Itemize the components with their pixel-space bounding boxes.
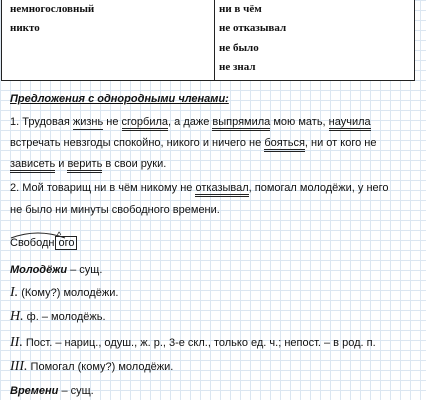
analysis-word-1 (10, 263, 102, 277)
text: 1. Трудовая (10, 116, 73, 128)
text: и (55, 158, 68, 170)
table-border-right (414, 0, 415, 81)
analysis-word: Времени (10, 385, 59, 397)
part-of-speech: – сущ. (67, 264, 103, 276)
word-root (10, 230, 62, 249)
sentence-1-line-1 (10, 115, 371, 129)
text: мою мать, (270, 116, 329, 128)
text: , ни от кого не (304, 137, 377, 149)
analysis-row-4 (10, 360, 173, 374)
predicate-word: бояться (264, 137, 305, 152)
alternation-mark: ^ (57, 230, 62, 240)
table-cell-right: не знал (219, 61, 256, 73)
analysis-text: Пост. – нариц., одуш., ж. р., 3-е скл., только ед. ч.; непост. – в род. п. (22, 337, 376, 349)
roman-numeral: Н. (10, 309, 24, 324)
text: в свои руки. (102, 158, 167, 170)
analysis-row-2 (10, 310, 106, 324)
predicate-word: сгорбила (122, 116, 169, 131)
text: , а даже (168, 116, 213, 128)
analysis-text: ф. – молодёжь. (23, 311, 106, 323)
roman-numeral: II. (10, 335, 23, 350)
table-cell-left: немногословный (10, 3, 95, 15)
text: не (103, 116, 122, 128)
analysis-row-1 (10, 286, 118, 300)
word-ending: ого (55, 236, 77, 250)
table-cell-left: никто (10, 22, 40, 34)
sentence-2-line-2: не было ни минуты свободного времени. (10, 204, 220, 216)
section-heading: Предложения с однородными членами: (10, 93, 229, 105)
sentence-2-line-1 (10, 181, 389, 195)
roman-numeral: I. (10, 285, 19, 300)
morpheme-breakdown (10, 230, 77, 253)
table-border-left (1, 0, 2, 81)
analysis-word-2 (10, 384, 94, 398)
predicate-word: зависеть (10, 158, 55, 173)
predicate-word: отказывал (195, 182, 248, 197)
text: 2. Мой товарищ ни в чём никому не (10, 182, 196, 194)
table-cell-right: не отказывал (219, 22, 287, 34)
sentence-1-line-2 (10, 136, 376, 150)
predicate-word: научила (329, 116, 371, 131)
table-divider (214, 0, 215, 81)
words-table (1, 0, 415, 81)
table-cell-right: ни в чём (219, 3, 262, 15)
predicate-word: выпрямила (212, 116, 270, 131)
root-text: Свободн (10, 237, 55, 249)
table-cell-right: не было (219, 42, 259, 54)
analysis-text: (Кому?) молодёжи. (18, 287, 119, 299)
analysis-text: Помогал (кому?) молодёжи. (27, 361, 174, 373)
predicate-word: верить (67, 158, 102, 173)
text: встречать невзгоды спокойно, никого и ничего не (10, 137, 265, 149)
part-of-speech: – сущ. (58, 385, 94, 397)
text: , помогал молодёжи, у него (248, 182, 389, 194)
analysis-row-3 (10, 336, 376, 350)
table-border-bottom (1, 80, 415, 81)
sentence-1-line-3 (10, 157, 166, 171)
analysis-word: Молодёжи (10, 264, 68, 276)
roman-numeral: III. (10, 359, 28, 374)
subject-word: жизнь (72, 116, 104, 128)
